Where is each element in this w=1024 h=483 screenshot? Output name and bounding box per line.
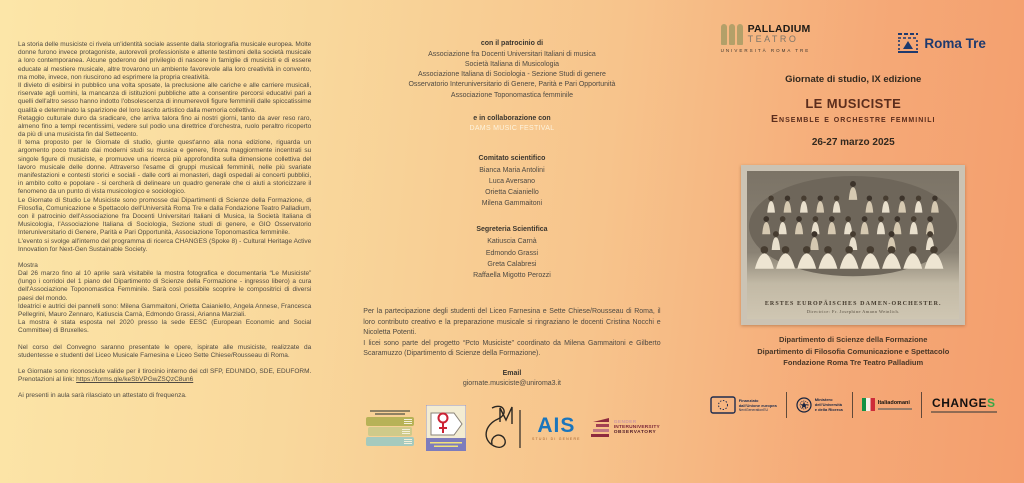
italiadomani-subtext-bar <box>878 408 912 410</box>
ministero-line: e della Ricerca <box>814 407 843 413</box>
patrocinio-line: Associazione Toponomastica femminile <box>450 91 573 99</box>
tirocinio-paragraph <box>18 368 311 384</box>
toponomastica-femminile-logo <box>426 405 466 451</box>
department-line: Dipartimento di Filosofia Comunicazione e Spettacolo <box>757 346 950 356</box>
roma-tre-icon <box>897 32 919 54</box>
ais-subtitle: STUDI DI GENERE <box>531 436 581 441</box>
eu-text-line3: NextGenerationEU <box>738 407 769 412</box>
secretariat-member: Raffaella Migotto Perozzi <box>473 272 551 280</box>
palladium-university: UNIVERSITÀ ROMA TRE <box>720 48 811 53</box>
partner-logos-row <box>363 402 660 454</box>
paragraph: I licei sono parte del progetto “Pcto Musiciste” coordinato da Milena Gammaitoni e Gilberto Scaramuzzo (Dipartimento di Scienze della Formazione). <box>363 339 661 358</box>
gender-line2: INTERUNIVERSITY <box>613 425 660 431</box>
patrocinio-line: Associazione fra Docenti Universitari Italiani di musica <box>428 51 596 58</box>
patrocinio-line: Società Italiana di Musicologia <box>464 61 560 69</box>
email-heading: Email <box>502 369 522 377</box>
ais-logo <box>532 415 581 441</box>
paragraph: La storia delle musiciste ci rivela un'identità sociale assente dalla storiografia musicale europea. Molte donne furono invece protagoniste, autorevoli professioniste e attente testimoni della società musicale a loro contemporanea. Alcune goderono del privilegio di nascere in famiglie di musicisti e di essere educate al mestiere musicale, altre trovarono un ambiente favorevole alla loro creatività in convento, ma molte, invece, non riuscirono ad esprimere la propria creatività. <box>18 41 312 81</box>
department-line: Dipartimento di Scienze della Formazione <box>779 335 928 344</box>
secretariat-member: Edmondo Grassi <box>485 249 539 257</box>
mostra-paragraphs <box>18 270 311 336</box>
comitato-members <box>363 165 660 210</box>
gender-observatory-icon <box>591 416 611 440</box>
paragraph: Per la partecipazione degli studenti del Liceo Farnesina e Sette Chiese/Rousseau di Roma, il loro contributo creativo e la preparazione musicale si ringraziano le docenti Cristina Nocchi e Nicoletta Potenti. <box>363 308 661 337</box>
gender-line1: GENDER <box>613 420 637 426</box>
funding-logos-row <box>693 392 1014 418</box>
departments-list <box>693 334 1014 369</box>
segreteria-heading: Segreteria Scientifica <box>476 226 548 234</box>
committee-member: Milena Gammaitoni <box>481 200 543 208</box>
committee-member: Orietta Caianiello <box>485 189 539 197</box>
logo-separator <box>786 392 787 418</box>
palladium-teatro-logo <box>721 24 811 53</box>
email-address[interactable]: giornate.musiciste@uniroma3.it <box>462 379 562 387</box>
eu-funding-logo <box>710 396 777 414</box>
sidm-logo <box>476 402 522 454</box>
department-line: Fondazione Roma Tre Teatro Palladium <box>783 358 924 368</box>
paragraph: L'evento si svolge all'interno del programma di ricerca CHANGES (Spoke 8) - Cultural Heritage Active Innovation for Next-Gen Sustainable Society. <box>18 237 312 253</box>
roma-tre-wordmark: Roma Tre <box>924 35 986 51</box>
paragraph: Dal 26 marzo fino al 10 aprile sarà visitabile la mostra fotografica e documentaria “Le Musiciste” (lungo i corridoi del 1 piano del Dipartimento di Scienze della Formazione - ingresso libero) a cura dell'Associazione Toponomastica Femminile. Sarà così possibile scoprire le compositrici di diversi paesi del mondo. <box>18 270 312 302</box>
dams-music-festival: DAMS MUSIC FESTIVAL <box>469 124 555 132</box>
aduim-books-logo <box>364 410 416 446</box>
patrocinio-line: Osservatorio Interuniversitario di Genere, Parità e Pari Opportunità <box>408 81 616 89</box>
italiadomani-logo <box>862 397 912 412</box>
paragraph: Il divieto di esibirsi in pubblico una volta sposate, la preclusione alle cariche e alle carriere musicali, riservate agli uomini, la mancanza di istituzioni pubbliche atte a consentire percorsi educativi pari a quelli dell'altro sesso hanno indotto l'obsolescenza di innumerevoli figure femminili dalle spiccatissime qualità e determinato la sparizione del loro lascito artistico dalla memoria collettiva. <box>18 81 312 114</box>
event-dates: 26-27 marzo 2025 <box>811 137 895 148</box>
booking-link[interactable]: https://forms.gle/keSbVPGwZSQzC8un6 <box>76 376 194 384</box>
patrocinio-heading: con il patrocinio di <box>480 40 544 47</box>
paragraph: La mostra è stata esposta nel 2020 presso la sede EESC (European Economic and Social Committee) di Bruxelles. <box>18 319 312 335</box>
ais-wordmark: AIS <box>537 413 576 437</box>
logo-separator <box>852 392 853 418</box>
gender-observatory-logo <box>591 416 660 440</box>
ministero-logo <box>796 397 843 413</box>
roma-tre-logo <box>897 32 986 54</box>
event-subtitle: Ensemble e orchestre femminili <box>771 113 936 125</box>
italy-flag-icon <box>862 397 875 412</box>
ministero-text <box>815 397 843 413</box>
paragraph: Il tema proposto per le Giornate di studio, giunte quest'anno alla nona edizione, riguarda un argomento poco trattato dai moderni studi su musica e genere, finora maggiormente incentrati su singole figure di musiciste, e promuove una ricerca più approfondita sulla dimensione collettiva del lavoro musicale delle donne. Attraverso l'esame di gruppi musicali femminili, nelle più svariate manifestazioni e contesti storici e sociali - dalle corti ai monasteri, dagli ospedali ai concerti pubblici, in ambito colto e popolare - si cercherà di delineare un quadro generale che ci aiuti a storicizzare il fenomeno da un punto di vista musicologico e sociologico. <box>18 139 312 196</box>
palladium-name: PALLADIUM <box>747 23 811 36</box>
ministero-line: Ministero <box>814 397 833 403</box>
committee-member: Luca Aversano <box>488 177 536 185</box>
changes-logo <box>931 397 997 413</box>
photo-caption-subtitle: Directrice: Fr. Josephine Amann Weinlich. <box>806 309 900 314</box>
secretariat-member: Greta Calabresi <box>487 260 537 268</box>
gender-line3: OBSERVATORY <box>613 430 657 436</box>
secretariat-member: Katiuscia Carnà <box>487 238 537 246</box>
orchestra-crowd-illustration <box>747 171 959 289</box>
comitato-heading: Comitato scientifico <box>478 154 546 162</box>
segreteria-members <box>363 236 660 281</box>
paragraph: Le Giornate di Studio Le Musiciste sono promosse dai Dipartimenti di Scienze della Formazione, di Filosofia, Comunicazione e Spettacolo dell'Università Roma Tre e dalla Fondazione Teatro Palladium, con il patrocinio dell'Associazione fra Docenti Universitari Italiani di Musica, la Società Italiana di Musicologia, l'Associazione Italiana di Sociologia, Sezione studi di genere, e GIO Osservatorio Interuniversitario di Genere, Parità e Pari Opportunità, Associazione Toponomastica femminile. <box>18 196 312 237</box>
top-logos-row <box>693 24 1014 54</box>
committee-member: Bianca Maria Antolini <box>479 166 545 174</box>
tirocinio-text: Le Giornate sono riconosciute valide per il tirocinio interno dei cdl SFP, EDUNIDO, SDE, EDUFORM. Prenotazioni al link: <box>18 367 312 384</box>
italiadomani-wordmark: Italiadomani <box>877 400 910 407</box>
ministero-emblem-icon <box>796 397 812 413</box>
patrocinio-list <box>363 50 660 101</box>
participation-paragraphs <box>363 307 660 360</box>
palladium-columns-icon <box>721 24 743 45</box>
collaborazione-heading: e in collaborazione con <box>473 114 551 122</box>
left-panel <box>0 0 341 483</box>
edition-line: Giornate di studio, IX edizione <box>785 74 922 85</box>
logo-separator <box>921 392 922 418</box>
intro-paragraphs <box>18 41 311 254</box>
eu-text-line1: Finanziato <box>738 397 759 403</box>
photo-caption-title: ERSTES EUROPÄISCHES DAMEN-ORCHESTER. <box>764 301 942 307</box>
eu-text-line2: dall'Unione europea <box>738 402 777 408</box>
changes-subtext-bar <box>931 411 997 413</box>
changes-s-accent: S <box>987 395 996 410</box>
changes-wordmark: CHANGE <box>932 395 988 410</box>
mostra-heading: Mostra <box>18 261 38 269</box>
paragraph: Retaggio culturale duro da sradicare, che arriva talora fino ai nostri giorni, tanto da aver reso raro, almeno fino a tempi recentissimi, vedere sul podio una direttrice d'orchestra, ruolo peraltro ricoperto da più di una musicista fin dal Settecento. <box>18 114 312 139</box>
ministero-line: dell'Università <box>814 402 842 408</box>
convegno-paragraph: Nel corso del Convegno saranno presentate le opere, ispirate alle musiciste, realizzate da studentesse e studenti del Liceo Musicale Farnesina e Liceo Sette Chiese/Rousseau di Roma. <box>18 343 312 359</box>
middle-panel <box>341 0 682 483</box>
attestato-paragraph: Ai presenti in aula sarà rilasciato un attestato di frequenza. <box>18 392 187 400</box>
patrocinio-line: Associazione Italiana di Sociologia - Sezione Studi di genere <box>417 71 606 79</box>
palladium-sub: TEATRO <box>747 33 799 44</box>
orchestra-photo <box>741 165 965 325</box>
eu-flag-icon <box>710 396 736 414</box>
paragraph: Ideatrici e autrici dei pannelli sono: Milena Gammaitoni, Orietta Caianiello, Angela Annese, Francesca Pellegrini, Mauro Zennaro, Katiuscia Carnà, Edmondo Grassi, Arianna Marziali. <box>18 302 312 318</box>
event-title: LE MUSICISTE <box>805 96 902 111</box>
right-panel <box>683 0 1024 483</box>
